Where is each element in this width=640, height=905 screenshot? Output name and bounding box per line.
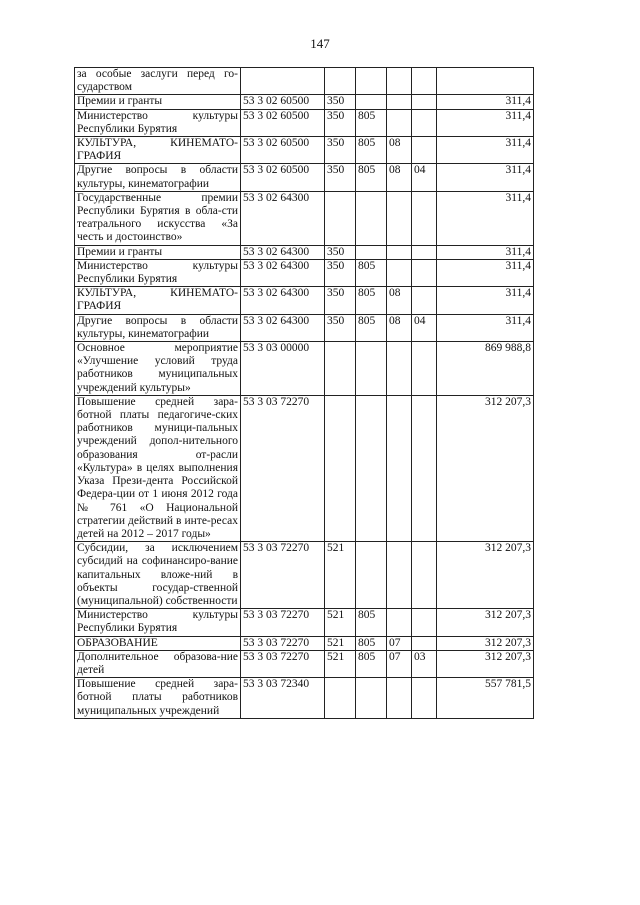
row-sum-cell: 311,4 <box>437 109 534 136</box>
row-pr-cell <box>412 342 437 396</box>
row-vr-cell: 350 <box>325 245 356 259</box>
row-name-cell: КУЛЬТУРА, КИНЕМАТО-ГРАФИЯ <box>75 137 241 164</box>
row-name-cell: Дополнительное образова-ние детей <box>75 650 241 677</box>
row-pr-cell <box>412 678 437 719</box>
row-sum-cell: 312 207,3 <box>437 395 534 541</box>
row-name-cell: Другие вопросы в области культуры, кинематографии <box>75 314 241 341</box>
row-pr-cell: 03 <box>412 650 437 677</box>
row-sum-cell: 311,4 <box>437 245 534 259</box>
row-name-cell: Министерство культуры Республики Бурятия <box>75 109 241 136</box>
table-row <box>75 542 534 609</box>
row-gr-cell <box>356 342 387 396</box>
row-csr-cell: 53 3 02 64300 <box>241 287 325 314</box>
table-row <box>75 650 534 677</box>
row-vr-cell: 521 <box>325 542 356 609</box>
row-csr-cell: 53 3 02 64300 <box>241 245 325 259</box>
row-pr-cell <box>412 68 437 95</box>
row-vr-cell: 350 <box>325 137 356 164</box>
table-row <box>75 395 534 541</box>
table-row <box>75 287 534 314</box>
row-pr-cell <box>412 109 437 136</box>
row-sum-cell: 311,4 <box>437 137 534 164</box>
table-row <box>75 259 534 286</box>
row-sum-cell: 311,4 <box>437 259 534 286</box>
row-rz-cell <box>387 609 412 636</box>
row-gr-cell: 805 <box>356 164 387 191</box>
row-sum-cell: 312 207,3 <box>437 650 534 677</box>
row-csr-cell: 53 3 03 72270 <box>241 650 325 677</box>
row-vr-cell: 350 <box>325 95 356 109</box>
row-vr-cell <box>325 395 356 541</box>
row-pr-cell <box>412 137 437 164</box>
row-vr-cell: 350 <box>325 109 356 136</box>
row-csr-cell: 53 3 03 72270 <box>241 636 325 650</box>
row-name-cell: за особые заслуги перед го-сударством <box>75 68 241 95</box>
row-csr-cell <box>241 68 325 95</box>
row-pr-cell <box>412 542 437 609</box>
row-pr-cell: 04 <box>412 164 437 191</box>
row-name-cell: Министерство культуры Республики Бурятия <box>75 609 241 636</box>
row-sum-cell: 311,4 <box>437 164 534 191</box>
row-gr-cell <box>356 678 387 719</box>
row-gr-cell <box>356 95 387 109</box>
row-gr-cell: 805 <box>356 137 387 164</box>
row-csr-cell: 53 3 03 72340 <box>241 678 325 719</box>
row-gr-cell: 805 <box>356 259 387 286</box>
budget-table <box>74 67 534 719</box>
row-vr-cell <box>325 68 356 95</box>
table-row <box>75 95 534 109</box>
row-gr-cell <box>356 68 387 95</box>
row-rz-cell <box>387 678 412 719</box>
row-gr-cell <box>356 191 387 245</box>
row-pr-cell <box>412 287 437 314</box>
row-name-cell: Премии и гранты <box>75 95 241 109</box>
table-row <box>75 164 534 191</box>
row-csr-cell: 53 3 02 60500 <box>241 137 325 164</box>
row-sum-cell <box>437 68 534 95</box>
row-name-cell: Министерство культуры Республики Бурятия <box>75 259 241 286</box>
row-gr-cell: 805 <box>356 109 387 136</box>
row-vr-cell: 350 <box>325 164 356 191</box>
row-gr-cell: 805 <box>356 636 387 650</box>
row-gr-cell <box>356 395 387 541</box>
row-csr-cell: 53 3 03 00000 <box>241 342 325 396</box>
row-csr-cell: 53 3 03 72270 <box>241 395 325 541</box>
table-row <box>75 678 534 719</box>
row-pr-cell <box>412 245 437 259</box>
row-csr-cell: 53 3 02 64300 <box>241 314 325 341</box>
row-vr-cell: 350 <box>325 287 356 314</box>
table-row <box>75 342 534 396</box>
row-vr-cell: 521 <box>325 609 356 636</box>
row-sum-cell: 312 207,3 <box>437 636 534 650</box>
row-name-cell: Основное мероприятие «Улучшение условий труда работников муниципальных учреждений культуры» <box>75 342 241 396</box>
row-name-cell: Другие вопросы в области культуры, кинематографии <box>75 164 241 191</box>
row-sum-cell: 311,4 <box>437 314 534 341</box>
row-sum-cell: 311,4 <box>437 287 534 314</box>
table-row <box>75 609 534 636</box>
row-name-cell: Премии и гранты <box>75 245 241 259</box>
row-sum-cell: 557 781,5 <box>437 678 534 719</box>
row-gr-cell: 805 <box>356 314 387 341</box>
table-row <box>75 109 534 136</box>
table-row <box>75 137 534 164</box>
page-number: 147 <box>310 36 330 51</box>
row-pr-cell <box>412 259 437 286</box>
row-csr-cell: 53 3 02 60500 <box>241 95 325 109</box>
row-gr-cell <box>356 542 387 609</box>
row-name-cell: ОБРАЗОВАНИЕ <box>75 636 241 650</box>
row-rz-cell <box>387 109 412 136</box>
row-rz-cell: 08 <box>387 314 412 341</box>
row-sum-cell: 311,4 <box>437 95 534 109</box>
row-vr-cell <box>325 342 356 396</box>
row-rz-cell: 07 <box>387 650 412 677</box>
row-rz-cell <box>387 245 412 259</box>
table-row <box>75 314 534 341</box>
row-rz-cell: 08 <box>387 164 412 191</box>
row-name-cell: Государственные премии Республики Бурятия в обла-сти театрального искусства «За честь и достоинство» <box>75 191 241 245</box>
row-rz-cell <box>387 395 412 541</box>
row-rz-cell <box>387 542 412 609</box>
row-sum-cell: 869 988,8 <box>437 342 534 396</box>
row-rz-cell: 08 <box>387 137 412 164</box>
row-csr-cell: 53 3 02 60500 <box>241 164 325 191</box>
row-name-cell: Повышение средней зара-ботной платы педагогиче-ских работников муници-пальных учреждений допол-нительного образования от-расли «Культура» в целях выполнения Указа Прези-дента Российской Федера-ции от 1 июня 2012 года № 761 «О Национальной стратегии действий в инте-ресах детей на 2012 – 2017 годы» <box>75 395 241 541</box>
row-csr-cell: 53 3 03 72270 <box>241 609 325 636</box>
row-gr-cell: 805 <box>356 609 387 636</box>
row-sum-cell: 311,4 <box>437 191 534 245</box>
row-sum-cell: 312 207,3 <box>437 542 534 609</box>
row-gr-cell <box>356 245 387 259</box>
row-vr-cell <box>325 191 356 245</box>
row-csr-cell: 53 3 02 64300 <box>241 259 325 286</box>
row-pr-cell <box>412 191 437 245</box>
row-vr-cell: 521 <box>325 636 356 650</box>
budget-table-body <box>75 68 534 719</box>
row-pr-cell <box>412 395 437 541</box>
row-pr-cell <box>412 636 437 650</box>
row-name-cell: Субсидии, за исключением субсидий на софинансиро-вание капитальных вложе-ний в объекты государ-ственной (муниципальной) собственности <box>75 542 241 609</box>
row-pr-cell: 04 <box>412 314 437 341</box>
row-pr-cell <box>412 95 437 109</box>
row-vr-cell <box>325 678 356 719</box>
row-rz-cell <box>387 259 412 286</box>
table-row <box>75 191 534 245</box>
row-csr-cell: 53 3 02 64300 <box>241 191 325 245</box>
table-row <box>75 245 534 259</box>
row-rz-cell <box>387 342 412 396</box>
row-vr-cell: 521 <box>325 650 356 677</box>
row-rz-cell: 08 <box>387 287 412 314</box>
row-sum-cell: 312 207,3 <box>437 609 534 636</box>
table-row <box>75 636 534 650</box>
row-gr-cell: 805 <box>356 650 387 677</box>
row-name-cell: КУЛЬТУРА, КИНЕМАТО-ГРАФИЯ <box>75 287 241 314</box>
row-csr-cell: 53 3 02 60500 <box>241 109 325 136</box>
row-gr-cell: 805 <box>356 287 387 314</box>
row-pr-cell <box>412 609 437 636</box>
row-name-cell: Повышение средней зара-ботной платы работников муниципальных учреждений <box>75 678 241 719</box>
row-csr-cell: 53 3 03 72270 <box>241 542 325 609</box>
row-rz-cell <box>387 68 412 95</box>
row-rz-cell <box>387 191 412 245</box>
row-rz-cell: 07 <box>387 636 412 650</box>
row-rz-cell <box>387 95 412 109</box>
row-vr-cell: 350 <box>325 314 356 341</box>
row-vr-cell: 350 <box>325 259 356 286</box>
table-row <box>75 68 534 95</box>
